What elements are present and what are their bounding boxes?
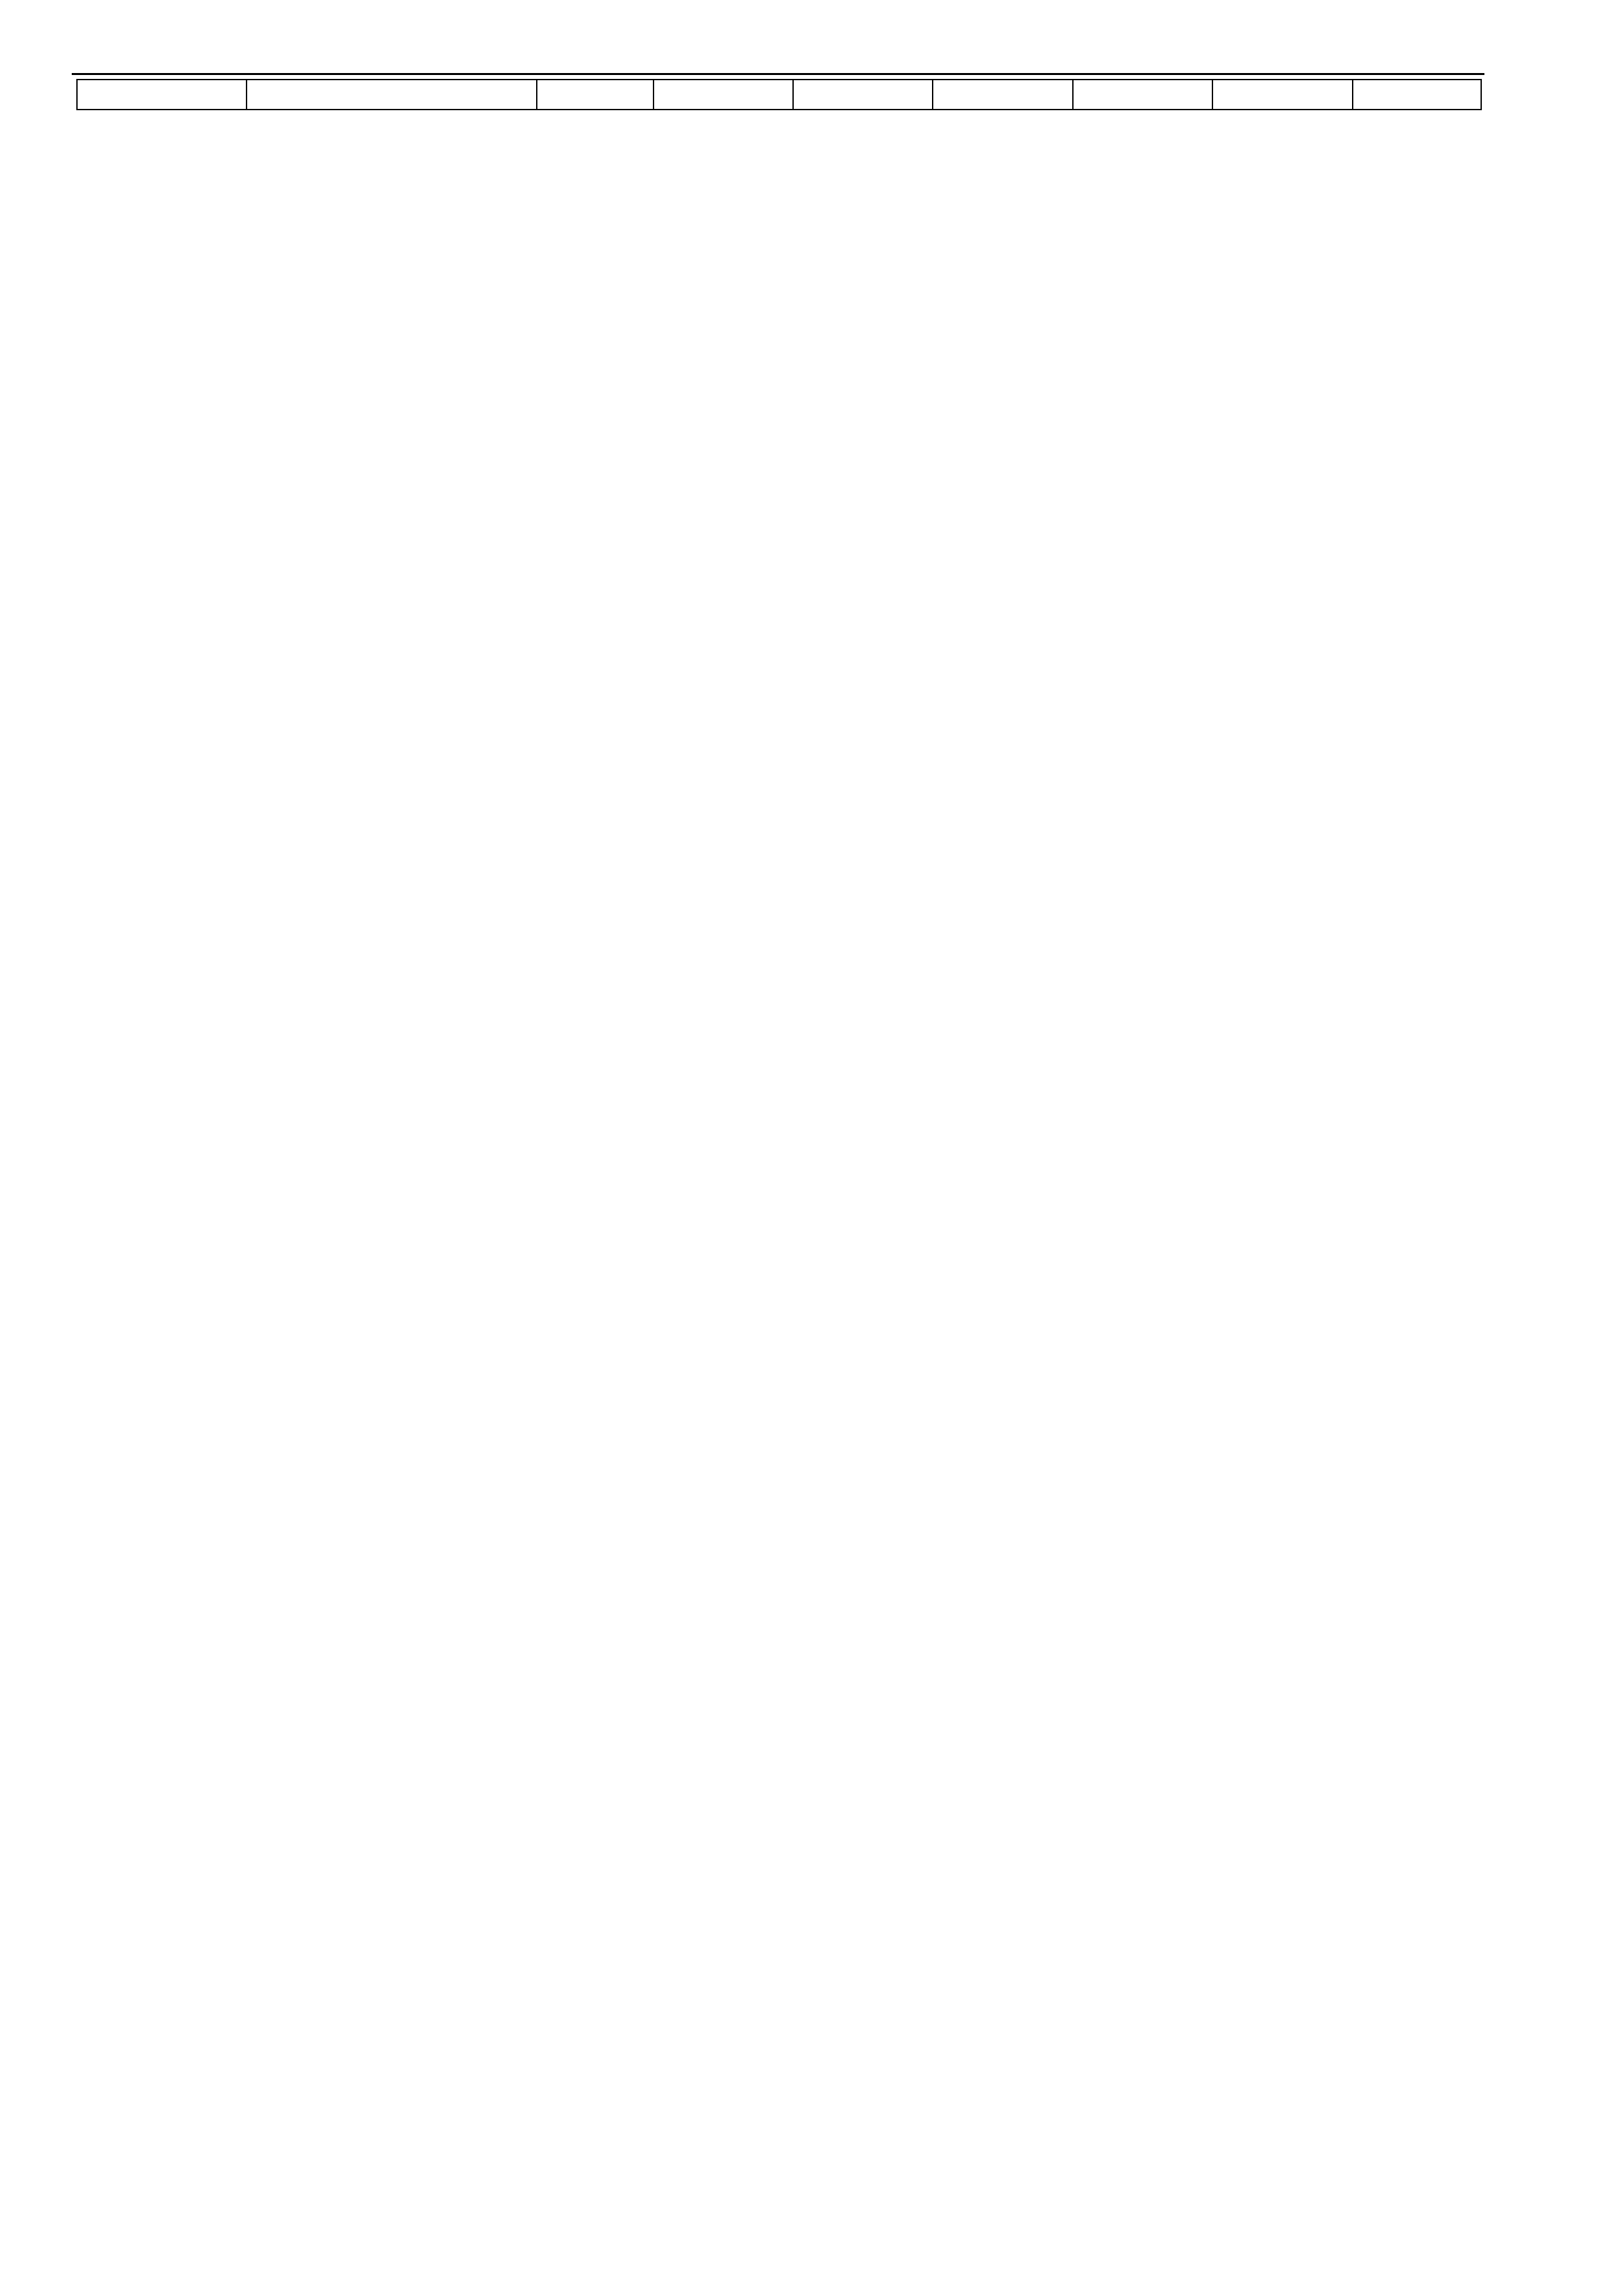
column-number: [933, 80, 1072, 110]
price-table: [76, 79, 1482, 110]
table-body: [77, 80, 1481, 110]
column-number: [1073, 80, 1212, 110]
column-number: [537, 80, 653, 110]
column-number-row: [77, 80, 1481, 110]
column-number: [793, 80, 933, 110]
column-number: [1353, 80, 1481, 110]
column-number: [247, 80, 537, 110]
column-number: [1212, 80, 1352, 110]
column-number: [654, 80, 793, 110]
column-number: [77, 80, 247, 110]
header-rule: [72, 73, 1484, 75]
